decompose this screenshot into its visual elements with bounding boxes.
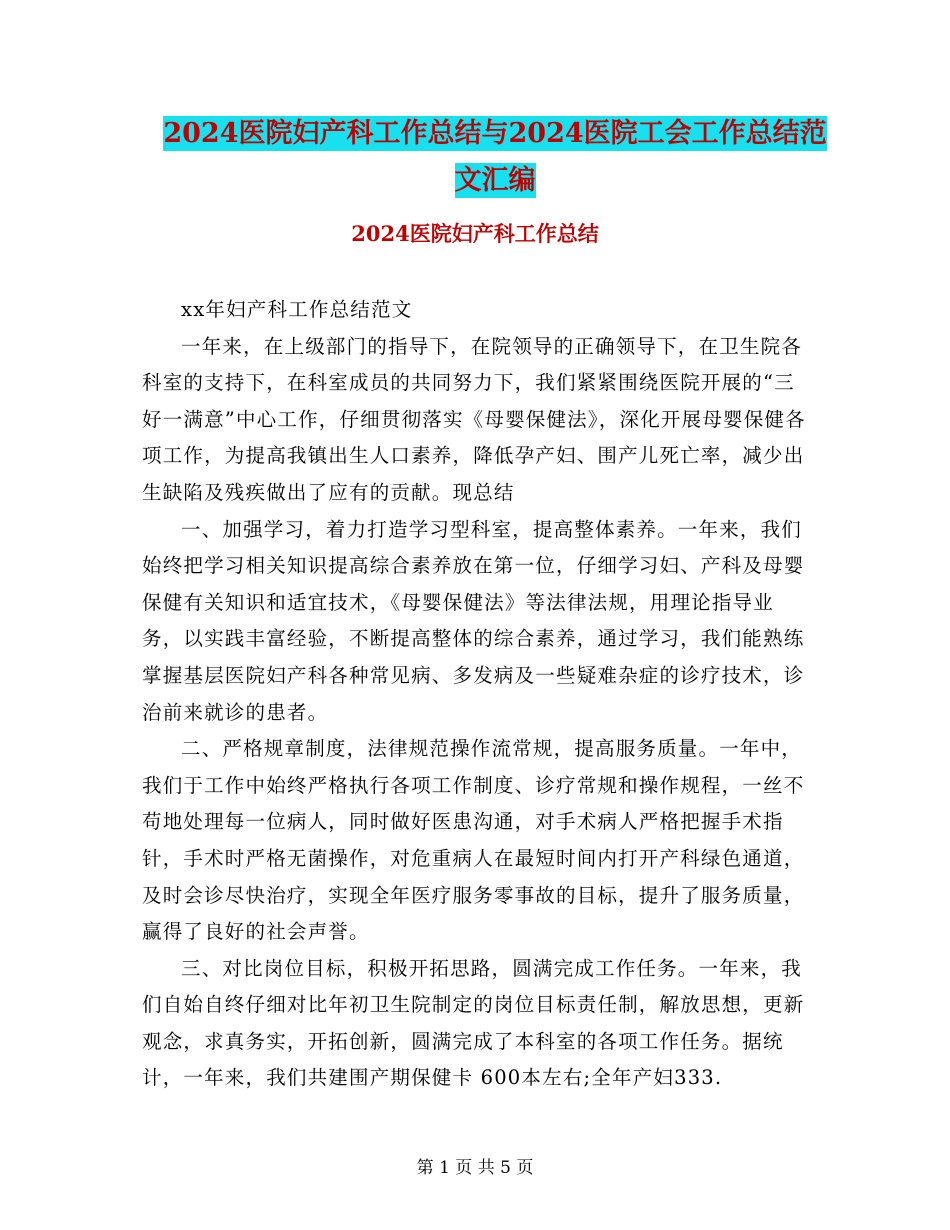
body-text <box>142 292 808 1097</box>
page-footer: 第 1 页 共 5 页 <box>416 1158 534 1178</box>
paragraph: 一、加强学习，着力打造学习型科室，提高整体素养。一年来，我们始终把学习相关知识提高综合素养放在第一位，仔细学习妇、产科及母婴保健有关知识和适宜技术，《母婴保健法》等法律法规，用理论指导业务，以实践丰富经验，不断提高整体的综合素养，通过学习，我们能熟练掌握基层医院妇产科各种常见病、多发病及一些疑难杂症的诊疗技术，诊治前来就诊的患者。 <box>142 517 805 724</box>
title-line-2: 文汇编 <box>454 165 536 196</box>
paragraph: 一年来，在上级部门的指导下，在院领导的正确领导下，在卫生院各科室的支持下，在科室成员的共同努力下，我们紧紧围绕医院开展的“三好一满意”中心工作，仔细贯彻落实《母婴保健法》，深化开展母婴保健各项工作，为提高我镇出生人口素养，降低孕产妇、围产儿死亡率，减少出生缺陷及残疾做出了应有的贡献。现总结 <box>142 334 806 504</box>
document-title <box>100 110 890 204</box>
paragraph-subtitle: xx年妇产科工作总结范文 <box>181 298 413 321</box>
title-line-1: 2024医院妇产科工作总结与2024医院工会工作总结范 <box>163 118 827 149</box>
section-title: 2024医院妇产科工作总结 <box>351 221 599 246</box>
paragraph: 二、严格规章制度，法律规范操作流常规，提高服务质量。一年中，我们于工作中始终严格执行各项工作制度、诊疗常规和操作规程，一丝不苟地处理每一位病人，同时做好医患沟通，对手术病人严格把握手术指针，手术时严格无菌操作，对危重病人在最短时间内打开产科绿色通道，及时会诊尽快治疗，实现全年医疗服务零事故的目标，提升了服务质量，赢得了良好的社会声誉。 <box>142 737 805 944</box>
paragraph: 三、对比岗位目标，积极开拓思路，圆满完成工作任务。一年来，我们自始自终仔细对比年初卫生院制定的岗位目标责任制，解放思想，更新观念，求真务实，开拓创新，圆满完成了本科室的各项工作任务。据统计，一年来，我们共建围产期保健卡 600本左右;全年产妇333. <box>142 956 805 1090</box>
